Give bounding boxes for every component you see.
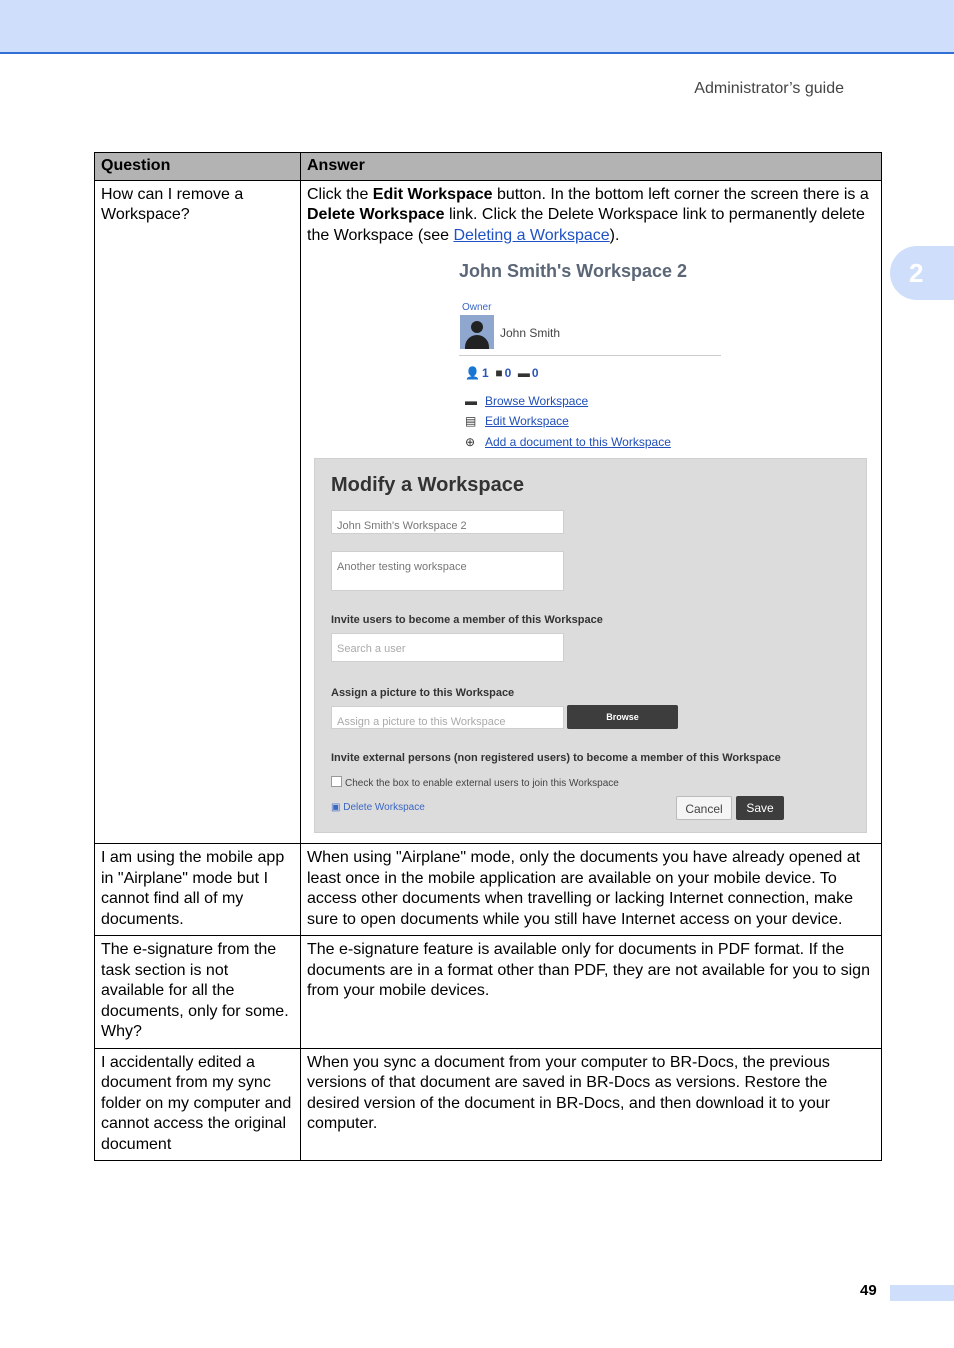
edit-icon: ▤ xyxy=(465,414,477,428)
browse-action xyxy=(465,391,588,412)
owner-name: John Smith xyxy=(500,326,561,340)
workspace-stats xyxy=(465,363,539,384)
chapter-tab xyxy=(890,246,954,300)
members-icon: 👤 xyxy=(465,366,480,380)
checkbox-label: Check the box to enable external users to join this Workspace xyxy=(345,778,619,789)
folder-icon: ▬ xyxy=(465,394,477,408)
edit-action xyxy=(465,411,569,432)
browse-workspace-link[interactable]: Browse Workspace xyxy=(485,394,589,408)
table-row xyxy=(95,1048,882,1161)
add-document-action xyxy=(465,432,671,453)
edit-workspace-link[interactable]: Edit Workspace xyxy=(485,414,569,428)
table-row xyxy=(95,936,882,1049)
header-band xyxy=(0,0,954,54)
column-header-answer: Answer xyxy=(301,153,882,181)
external-users-checkbox[interactable] xyxy=(331,776,342,787)
answer-text-part: Click the xyxy=(307,185,373,203)
answer-cell xyxy=(301,180,882,844)
table-row xyxy=(95,844,882,936)
picture-input[interactable]: Assign a picture to this Workspace xyxy=(331,706,564,729)
guide-title: Administrator’s guide xyxy=(694,80,844,97)
workspace-title: John Smith's Workspace 2 xyxy=(459,261,688,281)
invite-external-label: Invite external persons (non registered users) to become a member of this Workspace xyxy=(331,752,781,764)
workspace-name-input[interactable]: John Smith's Workspace 2 xyxy=(331,510,564,534)
page-number: 49 xyxy=(860,1282,877,1299)
faq-table xyxy=(94,152,882,1161)
table-header-row xyxy=(95,153,882,181)
comment-icon: ▬ xyxy=(517,366,530,380)
cancel-button[interactable]: Cancel xyxy=(676,796,732,820)
answer-text-part: button. In the bottom left corner the screen there is a xyxy=(492,185,869,203)
document-icon: ■ xyxy=(495,366,503,380)
answer-text-part: ). xyxy=(609,226,620,244)
assign-picture-label: Assign a picture to this Workspace xyxy=(331,687,515,699)
answer-text-part: link. Click the Delete Workspace link to permanently delete the Workspace (see xyxy=(307,206,865,244)
answer-text xyxy=(307,185,875,247)
question-cell: How can I remove a Workspace? xyxy=(95,180,301,844)
question-cell: The e-signature from the task section is not available for all the documents, only for some. Why? xyxy=(95,936,301,1049)
question-cell: I accidentally edited a document from my sync folder on my computer and cannot access the original document xyxy=(95,1048,301,1161)
invite-users-label: Invite users to become a member of this Workspace xyxy=(331,614,603,626)
delete-workspace-term: Delete Workspace xyxy=(307,206,445,223)
delete-workspace-label: Delete Workspace xyxy=(343,802,425,813)
divider xyxy=(459,355,721,356)
search-user-input[interactable]: Search a user xyxy=(331,633,564,662)
column-header-question: Question xyxy=(95,153,301,181)
add-document-link[interactable]: Add a document to this Workspace xyxy=(485,435,671,449)
deleting-workspace-link[interactable]: Deleting a Workspace xyxy=(453,226,610,244)
avatar xyxy=(460,315,494,349)
user-icon-body xyxy=(465,335,489,349)
answer-cell: When using "Airplane" mode, only the documents you have already opened at least once in the mobile application are available on your mobile device. To access other documents when travelling or lacking Internet connection, make sure to open documents while you still have Internet access on your device. xyxy=(301,844,882,936)
footer-band xyxy=(890,1285,954,1301)
external-users-option xyxy=(331,774,619,795)
user-icon xyxy=(471,321,483,333)
browse-button[interactable]: Browse xyxy=(567,705,678,729)
plus-circle-icon: ⊕ xyxy=(465,435,476,449)
workspace-description-input[interactable]: Another testing workspace xyxy=(331,551,564,591)
chapter-number: 2 xyxy=(909,258,924,288)
workspace-screenshot xyxy=(307,253,867,838)
trash-icon: ▣ xyxy=(331,802,341,813)
comments-count: 0 xyxy=(531,366,539,380)
owner-label: Owner xyxy=(462,302,492,313)
table-row xyxy=(95,180,882,844)
edit-workspace-term: Edit Workspace xyxy=(372,185,493,203)
question-cell: I am using the mobile app in "Airplane" mode but I cannot find all of my documents. xyxy=(95,844,301,936)
documents-count: 0 xyxy=(504,366,512,380)
answer-cell: When you sync a document from your computer to BR-Docs, the previous versions of that document are saved in BR-Docs as versions. Restore the desired version of the document in BR-Docs, and then download it to your computer. xyxy=(301,1048,882,1161)
modify-workspace-dialog xyxy=(314,458,867,833)
members-count: 1 xyxy=(481,366,489,380)
answer-cell: The e-signature feature is available only for documents in PDF format. If the documents are in a format other than PDF, they are not available for you to sign from your mobile devices. xyxy=(301,936,882,1049)
delete-workspace-link[interactable] xyxy=(331,798,425,819)
save-button[interactable]: Save xyxy=(736,796,784,820)
dialog-title: Modify a Workspace xyxy=(331,474,525,496)
